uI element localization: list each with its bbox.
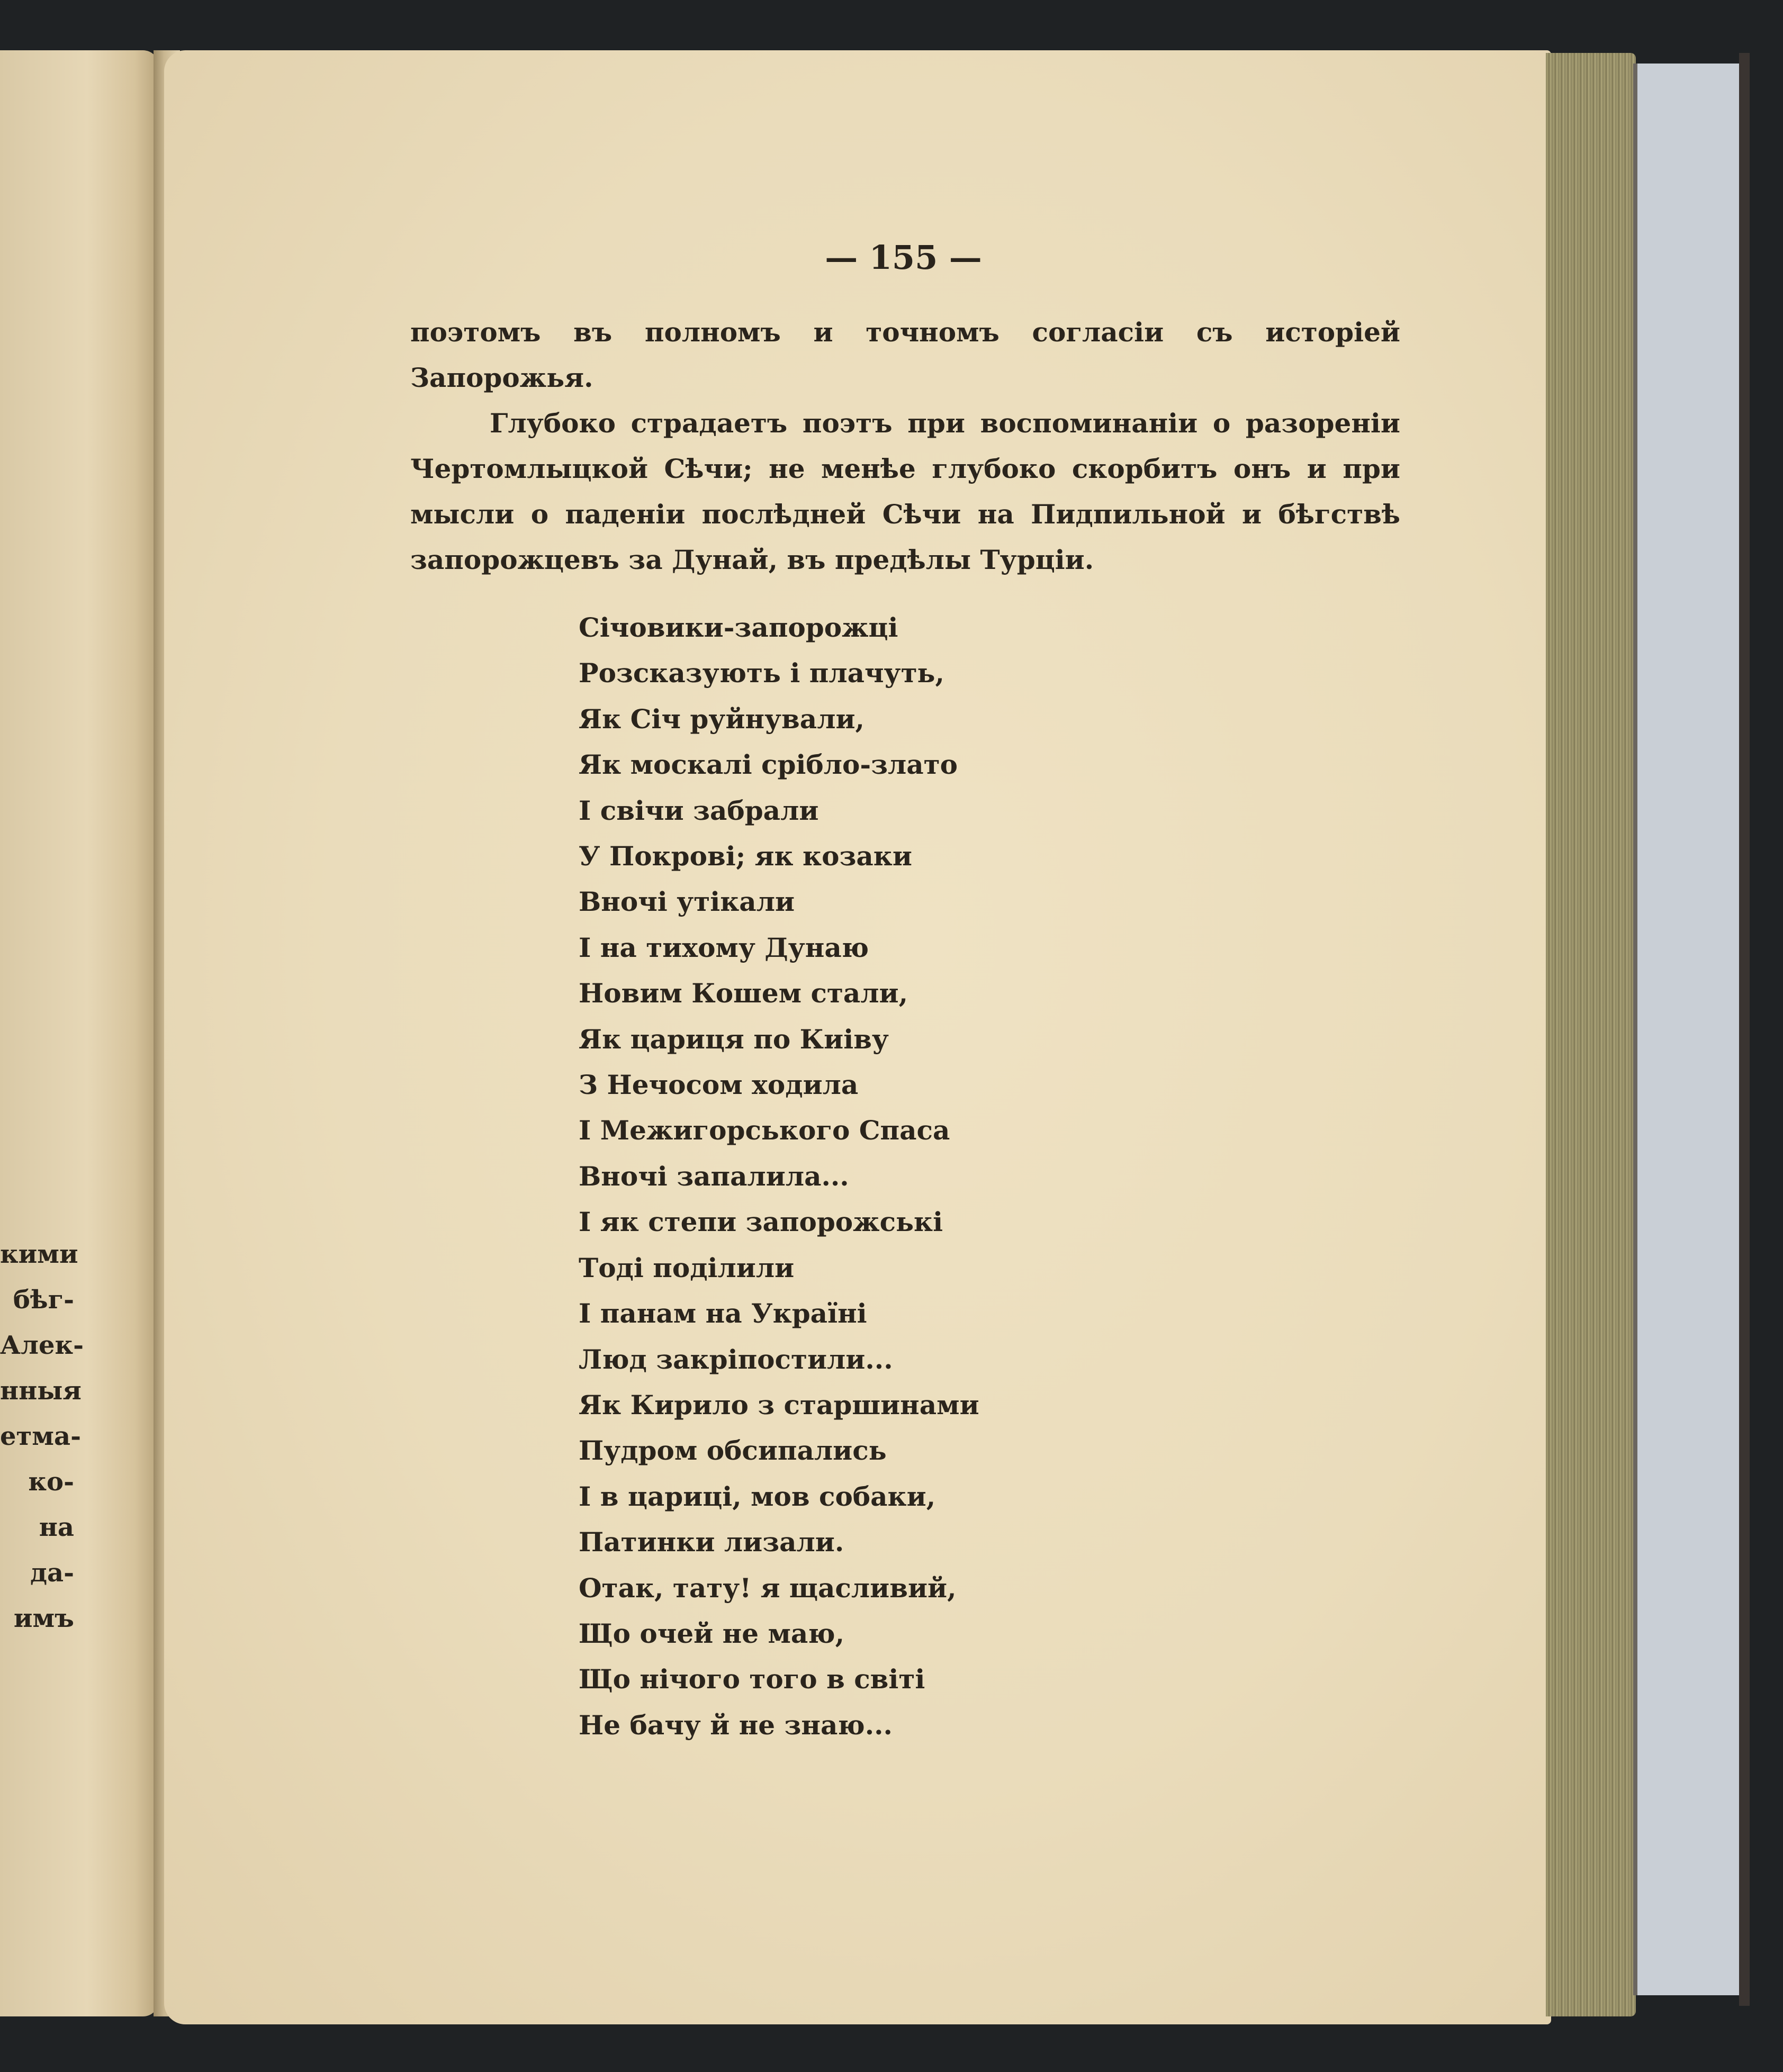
poem [579,605,979,1748]
poem-line: І Межигорського Спаса [579,1115,950,1146]
left-page-fragments [0,1232,84,1641]
poem-line: І як степи запорожські [579,1206,943,1238]
poem-line: Розсказують і плачуть, [579,657,944,689]
paragraph: Глубоко страдаетъ поэтъ при воспоминаніи о разореніи Чертомлыцкой Сѣчи; не менѣе глубоко скорбитъ онъ и при мысли о паденіи послѣдней Сѣчи на Пидпильной и бѣгствѣ запорожцевъ за Дунай, въ предѣлы Турціи. [410,408,1400,575]
page-number: — 155 — [825,238,982,277]
poem-line: Люд закріпостили... [579,1343,893,1375]
prose-block [410,310,1400,583]
poem-line: Як Січ руйнували, [579,703,865,735]
right-page [164,50,1551,2024]
poem-line: І на тихому Дунаю [579,931,869,963]
poem-line: Як цариця по Киіву [579,1023,889,1055]
poem-line: Вночі утікали [579,886,795,918]
poem-line: Що нічого того в світі [579,1663,925,1695]
poem-line: Січовики-запорожці [579,612,898,643]
left-fragment: Алек- [0,1331,84,1360]
poem-line: Тоді поділили [579,1252,795,1283]
left-fragment: да- [30,1558,74,1588]
poem-line: Новим Кошем стали, [579,978,908,1009]
poem-line: Пудром обсипались [579,1435,887,1467]
left-fragment: бѣг- [13,1285,74,1315]
poem-line: Патинки лизали. [579,1526,844,1558]
poem-line: Не бачу й не знаю... [579,1709,893,1741]
poem-line: І панам на Україні [579,1298,867,1329]
left-fragment: етма- [0,1422,81,1451]
left-fragment: кими [0,1239,78,1269]
book-back-cover [1633,64,1743,1995]
book-page-edges [1546,53,1636,2016]
poem-line: Вночі запалила... [579,1160,849,1192]
poem-line: У Покрові; як козаки [579,840,912,872]
cover-shadow [1739,53,1750,2006]
left-fragment: ко- [28,1467,74,1497]
left-fragment: нныя [0,1376,82,1406]
poem-line: Як Кирило з старшинами [579,1389,979,1420]
poem-line: І свічи забрали [579,794,819,826]
poem-line: Як москалі срібло-злато [579,749,958,781]
poem-line: І в цариці, мов собаки, [579,1480,936,1512]
left-page [0,50,159,2016]
poem-line: З Нечосом ходила [579,1069,859,1101]
left-fragment: на [39,1513,74,1542]
poem-line: Отак, тату! я щасливий, [579,1572,957,1604]
left-fragment: имъ [13,1604,74,1633]
paragraph: поэтомъ въ полномъ и точномъ согласіи съ исторіей Запорожья. [410,316,1400,393]
poem-line: Що очей не маю, [579,1617,844,1649]
